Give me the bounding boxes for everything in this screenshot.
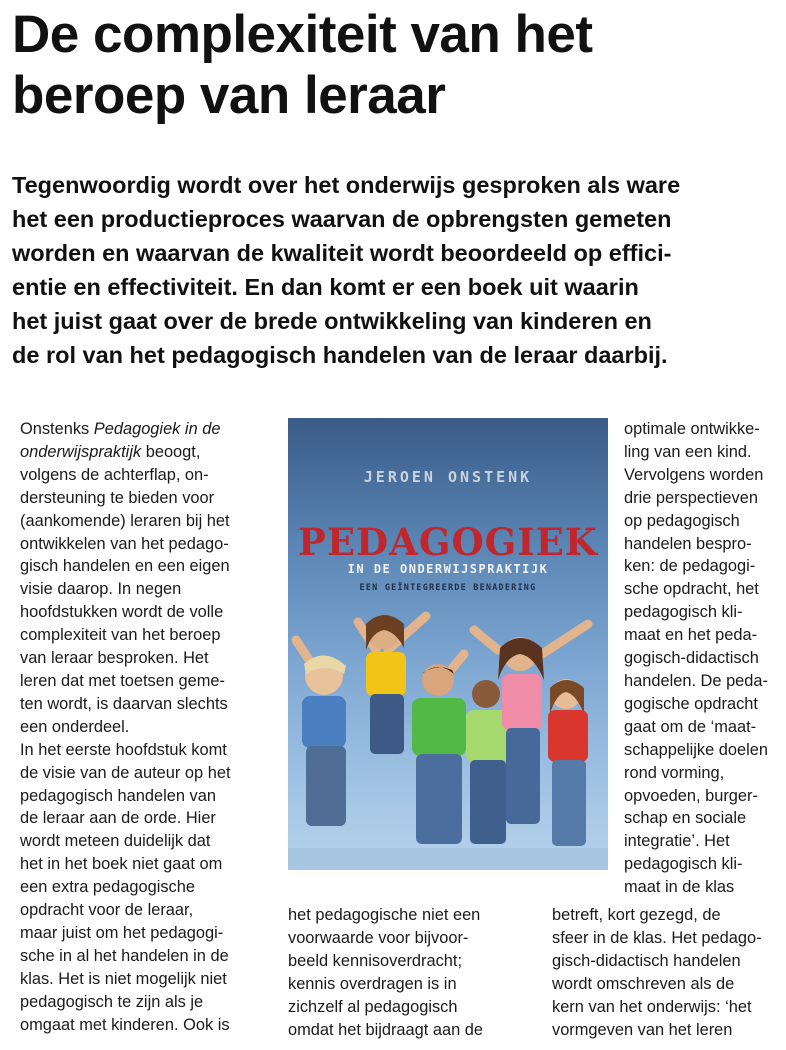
- body-line: gaat om de ‘maat-: [624, 717, 757, 736]
- cover-tagline: EEN GEÏNTEGREERDE BENADERING: [359, 583, 537, 593]
- body-line: maat in de klas: [624, 878, 735, 897]
- article-title-line-1: De complexiteit van het: [12, 5, 593, 64]
- body-line: sche in al het handelen in de: [20, 946, 229, 965]
- lead-line: worden en waarvan de kwaliteit wordt beoordeeld op effici-: [12, 240, 672, 266]
- lead-line: het juist gaat over de brede ontwikkeling van kinderen en: [12, 308, 652, 334]
- cover-title: PEDAGOGIEK: [298, 520, 598, 564]
- body-line: optimale ontwikke-: [624, 420, 760, 438]
- body-line: het in het boek niet gaat om: [20, 855, 223, 874]
- body-line: ten wordt, is daarvan slechts: [20, 694, 228, 713]
- body-line: volgens de achterflap, on-: [20, 465, 209, 484]
- body-line: leren dat met toetsen geme-: [20, 671, 225, 690]
- body-line: omgaat met kinderen. Ook is: [20, 1015, 230, 1034]
- cover-subtitle: IN DE ONDERWIJSPRAKTIJK: [347, 562, 549, 576]
- body-line: het pedagogische niet een: [288, 906, 481, 924]
- body-line: pedagogisch te zijn als je: [20, 992, 204, 1011]
- body-line: opdracht voor de leraar,: [20, 901, 194, 920]
- body-line: schap en sociale: [624, 809, 747, 828]
- body-line: sche opdracht, het: [624, 580, 759, 599]
- body-line: ontwikkelen van het pedago-: [20, 534, 229, 553]
- body-line: beeld kennisoverdracht;: [288, 951, 463, 970]
- body-line: gisch handelen en een eigen: [20, 557, 230, 576]
- body-line: rond vorming,: [624, 763, 725, 782]
- body-line: complexiteit van het beroep: [20, 626, 221, 645]
- body-line: [20, 441, 270, 464]
- body-line: de visie van de auteur op het: [20, 763, 231, 782]
- body-line: vormgeven van het leren: [552, 1020, 733, 1039]
- body-line: omdat het bijdraagt aan de: [288, 1020, 484, 1039]
- body-text: Onstenks: [20, 420, 94, 438]
- body-column-4: [552, 904, 784, 1041]
- col1-lines: [20, 464, 270, 1037]
- body-text: beoogt,: [141, 442, 201, 461]
- book-title-reference: onderwijspraktijk: [20, 442, 142, 461]
- body-line: kern van het onderwijs: ‘het: [552, 997, 752, 1016]
- body-line: (aankomende) leraren bij het: [20, 511, 230, 530]
- lead-line: entie en effectiviteit. En dan komt er een boek uit waarin: [12, 274, 639, 300]
- body-line: handelen. De peda-: [624, 671, 768, 690]
- lead-line: het een productieproces waarvan de opbrengsten gemeten: [12, 206, 672, 232]
- book-title-reference: Pedagogiek in de: [93, 420, 221, 438]
- body-line: een extra pedagogische: [20, 878, 195, 897]
- body-column-1: [20, 418, 270, 1036]
- body-line: opvoeden, burger-: [624, 786, 758, 805]
- lead-line: de rol van het pedagogisch handelen van de leraar daarbij.: [12, 342, 668, 368]
- body-line: gogische opdracht: [624, 694, 758, 713]
- body-line: betreft, kort gezegd, de: [552, 906, 721, 924]
- body-line: ken: de pedagogi-: [624, 557, 756, 576]
- body-line: drie perspectieven: [624, 488, 758, 507]
- article-lead: [12, 168, 782, 372]
- body-line: pedagogisch handelen van: [20, 786, 216, 805]
- body-line: visie daarop. In negen: [20, 580, 182, 599]
- body-line: Vervolgens worden: [624, 465, 764, 484]
- body-line: wordt omschreven als de: [552, 974, 735, 993]
- body-line: pedagogisch kli-: [624, 603, 743, 622]
- body-line: pedagogisch kli-: [624, 855, 743, 874]
- body-line: wordt meteen duidelijk dat: [20, 832, 211, 851]
- cover-author: JEROEN ONSTENK: [363, 468, 533, 486]
- body-line: gisch-didactisch handelen: [552, 951, 741, 970]
- body-line: klas. Het is niet mogelijk niet: [20, 969, 227, 988]
- body-line: schappelijke doelen: [624, 740, 768, 759]
- body-line: dersteuning te bieden voor: [20, 488, 215, 507]
- body-column-3: [624, 418, 784, 899]
- body-line: van leraar besproken. Het: [20, 649, 209, 668]
- body-line: sfeer in de klas. Het pedago-: [552, 928, 762, 947]
- body-line: gogisch-didactisch: [624, 649, 759, 668]
- article-title: [12, 4, 782, 126]
- article-title-line-2: beroep van leraar: [12, 66, 446, 125]
- body-line: de leraar aan de orde. Hier: [20, 809, 216, 828]
- body-line: op pedagogisch: [624, 511, 740, 530]
- body-line: een onderdeel.: [20, 717, 130, 736]
- body-line: kennis overdragen is in: [288, 974, 457, 993]
- body-line: voorwaarde voor bijvoor-: [288, 928, 469, 947]
- body-line: integratie’. Het: [624, 832, 730, 851]
- body-line: ling van een kind.: [624, 442, 752, 461]
- book-cover-image: [288, 418, 608, 870]
- body-line: In het eerste hoofdstuk komt: [20, 740, 227, 759]
- body-line: maar juist om het pedagogi-: [20, 923, 224, 942]
- body-column-2: [288, 904, 538, 1041]
- body-line: hoofdstukken wordt de volle: [20, 603, 224, 622]
- body-line: maat en het peda-: [624, 626, 758, 645]
- lead-line: Tegenwoordig wordt over het onderwijs gesproken als ware: [12, 172, 681, 198]
- body-line: zichzelf al pedagogisch: [288, 997, 458, 1016]
- body-line: [20, 418, 270, 441]
- body-line: handelen bespro-: [624, 534, 752, 553]
